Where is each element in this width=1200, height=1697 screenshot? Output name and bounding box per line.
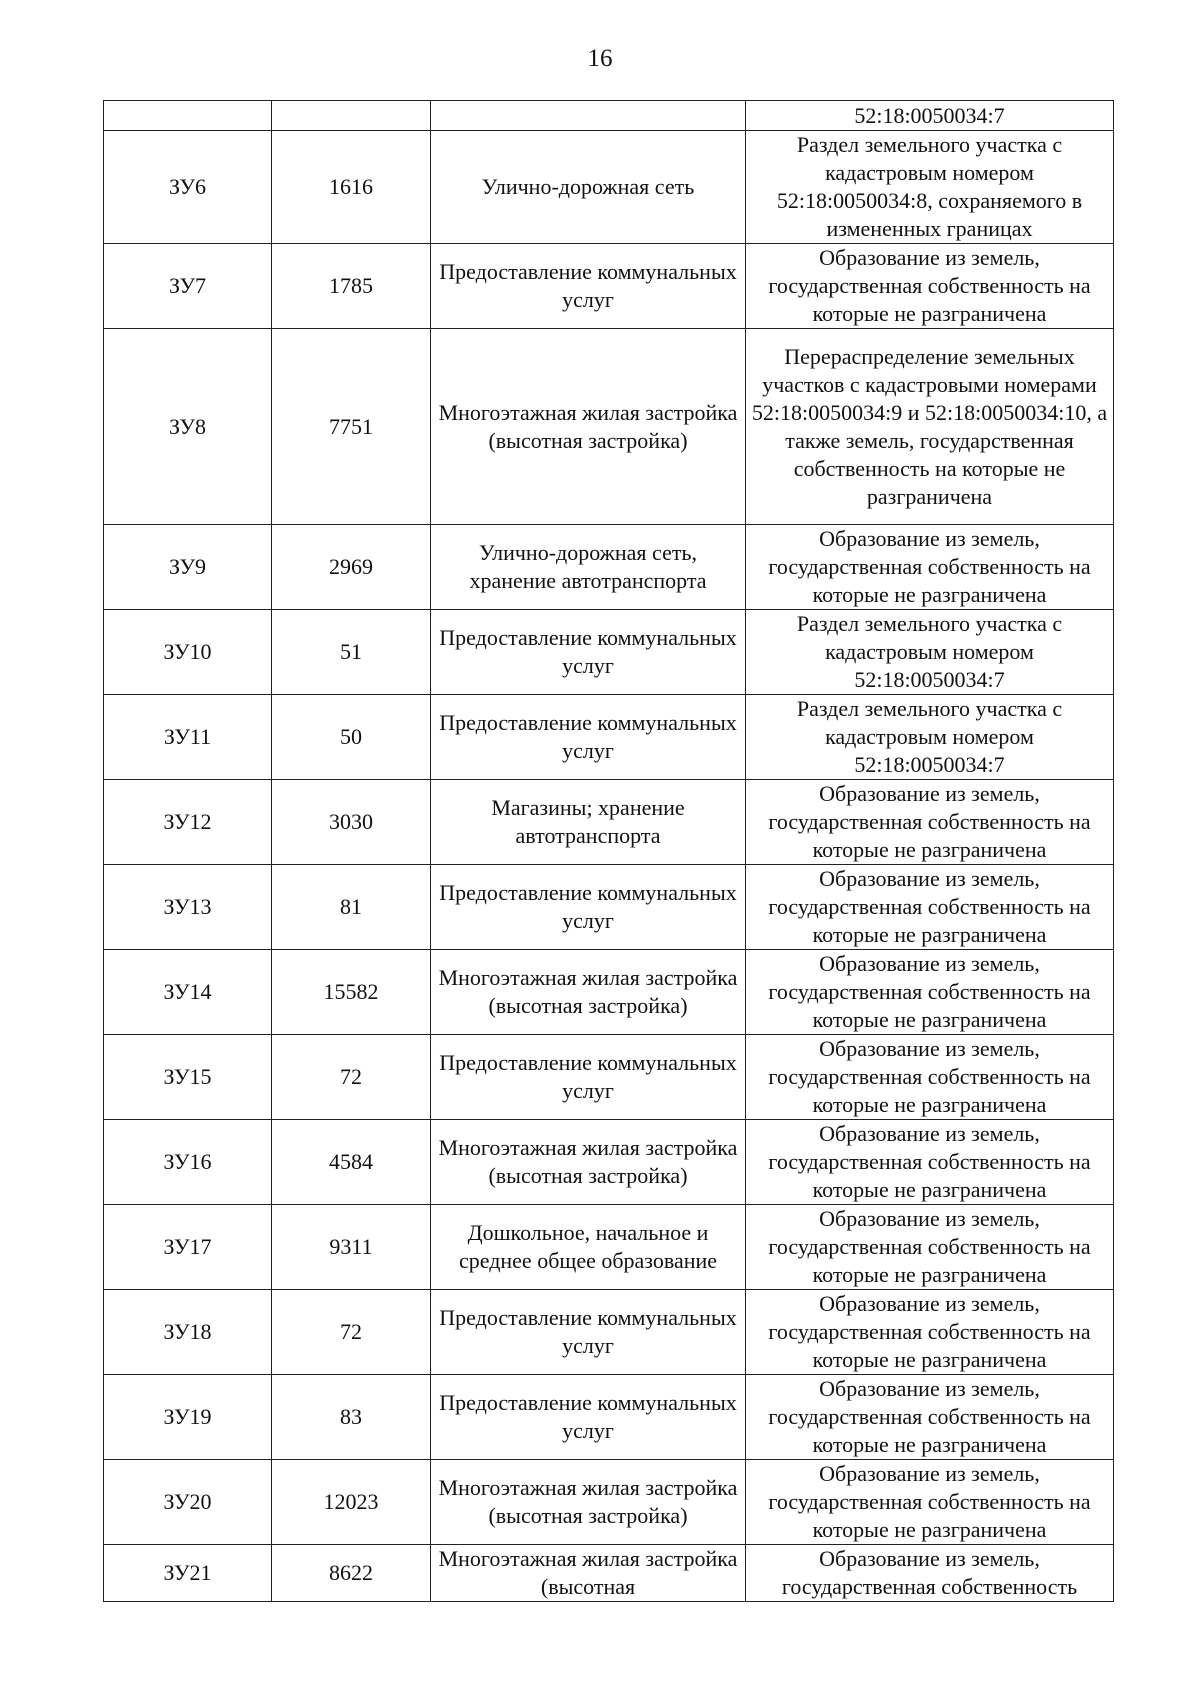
formation-method-cell: Образование из земель, государственная собственность на которые не разграничена xyxy=(746,865,1114,950)
table-row xyxy=(104,1460,1114,1545)
plot-id-cell: ЗУ9 xyxy=(104,525,272,610)
permitted-use-cell: Многоэтажная жилая застройка (высотная xyxy=(431,1545,746,1602)
formation-method-cell: Образование из земель, государственная собственность xyxy=(746,1545,1114,1602)
plot-area-cell xyxy=(272,101,431,131)
formation-method-cell: Образование из земель, государственная собственность на которые не разграничена xyxy=(746,780,1114,865)
permitted-use-cell: Предоставление коммунальных услуг xyxy=(431,1375,746,1460)
plot-area-cell: 3030 xyxy=(272,780,431,865)
formation-method-cell: Раздел земельного участка с кадастровым номером 52:18:0050034:7 xyxy=(746,610,1114,695)
plot-area-cell: 7751 xyxy=(272,329,431,525)
land-plots-table xyxy=(103,100,1114,1602)
permitted-use-cell xyxy=(431,101,746,131)
permitted-use-cell: Предоставление коммунальных услуг xyxy=(431,1290,746,1375)
table-row xyxy=(104,865,1114,950)
formation-method-cell: Образование из земель, государственная собственность на которые не разграничена xyxy=(746,1120,1114,1205)
formation-method-cell: Образование из земель, государственная собственность на которые не разграничена xyxy=(746,244,1114,329)
plot-area-cell: 50 xyxy=(272,695,431,780)
table-row xyxy=(104,695,1114,780)
plot-id-cell: ЗУ17 xyxy=(104,1205,272,1290)
formation-method-cell: Образование из земель, государственная собственность на которые не разграничена xyxy=(746,1460,1114,1545)
plot-id-cell: ЗУ12 xyxy=(104,780,272,865)
permitted-use-cell: Предоставление коммунальных услуг xyxy=(431,244,746,329)
plot-id-cell: ЗУ20 xyxy=(104,1460,272,1545)
plot-id-cell: ЗУ10 xyxy=(104,610,272,695)
formation-method-cell: Образование из земель, государственная собственность на которые не разграничена xyxy=(746,1375,1114,1460)
permitted-use-cell: Улично-дорожная сеть, хранение автотранспорта xyxy=(431,525,746,610)
formation-method-cell: Раздел земельного участка с кадастровым номером 52:18:0050034:7 xyxy=(746,695,1114,780)
permitted-use-cell: Улично-дорожная сеть xyxy=(431,131,746,244)
table-row xyxy=(104,329,1114,525)
permitted-use-cell: Многоэтажная жилая застройка (высотная застройка) xyxy=(431,1120,746,1205)
plot-area-cell: 83 xyxy=(272,1375,431,1460)
plot-area-cell: 72 xyxy=(272,1290,431,1375)
table-row xyxy=(104,525,1114,610)
table-row xyxy=(104,780,1114,865)
table-row xyxy=(104,1205,1114,1290)
table-body xyxy=(104,101,1114,1602)
table-row xyxy=(104,1290,1114,1375)
plot-id-cell: ЗУ16 xyxy=(104,1120,272,1205)
permitted-use-cell: Дошкольное, начальное и среднее общее образование xyxy=(431,1205,746,1290)
plot-id-cell: ЗУ6 xyxy=(104,131,272,244)
permitted-use-cell: Предоставление коммунальных услуг xyxy=(431,610,746,695)
plot-id-cell: ЗУ14 xyxy=(104,950,272,1035)
plot-area-cell: 8622 xyxy=(272,1545,431,1602)
table-row xyxy=(104,950,1114,1035)
plot-area-cell: 72 xyxy=(272,1035,431,1120)
plot-area-cell: 51 xyxy=(272,610,431,695)
table-row xyxy=(104,1375,1114,1460)
table-row xyxy=(104,1545,1114,1602)
plot-area-cell: 1785 xyxy=(272,244,431,329)
table-row xyxy=(104,101,1114,131)
table-row xyxy=(104,610,1114,695)
plot-area-cell: 12023 xyxy=(272,1460,431,1545)
plot-area-cell: 9311 xyxy=(272,1205,431,1290)
page-number: 16 xyxy=(587,45,613,72)
permitted-use-cell: Магазины; хранение автотранспорта xyxy=(431,780,746,865)
plot-id-cell xyxy=(104,101,272,131)
table-row xyxy=(104,244,1114,329)
formation-method-cell: Раздел земельного участка с кадастровым номером 52:18:0050034:8, сохраняемого в измененных границах xyxy=(746,131,1114,244)
plot-id-cell: ЗУ13 xyxy=(104,865,272,950)
formation-method-cell: Образование из земель, государственная собственность на которые не разграничена xyxy=(746,1205,1114,1290)
plot-area-cell: 1616 xyxy=(272,131,431,244)
plot-id-cell: ЗУ15 xyxy=(104,1035,272,1120)
formation-method-cell: Образование из земель, государственная собственность на которые не разграничена xyxy=(746,950,1114,1035)
permitted-use-cell: Многоэтажная жилая застройка (высотная застройка) xyxy=(431,1460,746,1545)
plot-area-cell: 81 xyxy=(272,865,431,950)
plot-id-cell: ЗУ7 xyxy=(104,244,272,329)
formation-method-cell: Образование из земель, государственная собственность на которые не разграничена xyxy=(746,525,1114,610)
plot-id-cell: ЗУ18 xyxy=(104,1290,272,1375)
permitted-use-cell: Предоставление коммунальных услуг xyxy=(431,1035,746,1120)
permitted-use-cell: Многоэтажная жилая застройка (высотная застройка) xyxy=(431,950,746,1035)
plot-id-cell: ЗУ8 xyxy=(104,329,272,525)
formation-method-cell: 52:18:0050034:7 xyxy=(746,101,1114,131)
permitted-use-cell: Многоэтажная жилая застройка (высотная застройка) xyxy=(431,329,746,525)
formation-method-cell: Перераспределение земельных участков с кадастровыми номерами 52:18:0050034:9 и 52:18:0050034:10, а также земель, государственная собственность на которые не разграничена xyxy=(746,329,1114,525)
formation-method-cell: Образование из земель, государственная собственность на которые не разграничена xyxy=(746,1290,1114,1375)
plot-id-cell: ЗУ21 xyxy=(104,1545,272,1602)
table-row xyxy=(104,1035,1114,1120)
table-row xyxy=(104,131,1114,244)
plot-id-cell: ЗУ11 xyxy=(104,695,272,780)
formation-method-cell: Образование из земель, государственная собственность на которые не разграничена xyxy=(746,1035,1114,1120)
permitted-use-cell: Предоставление коммунальных услуг xyxy=(431,865,746,950)
plot-area-cell: 4584 xyxy=(272,1120,431,1205)
permitted-use-cell: Предоставление коммунальных услуг xyxy=(431,695,746,780)
plot-area-cell: 15582 xyxy=(272,950,431,1035)
table-row xyxy=(104,1120,1114,1205)
plot-id-cell: ЗУ19 xyxy=(104,1375,272,1460)
plot-area-cell: 2969 xyxy=(272,525,431,610)
